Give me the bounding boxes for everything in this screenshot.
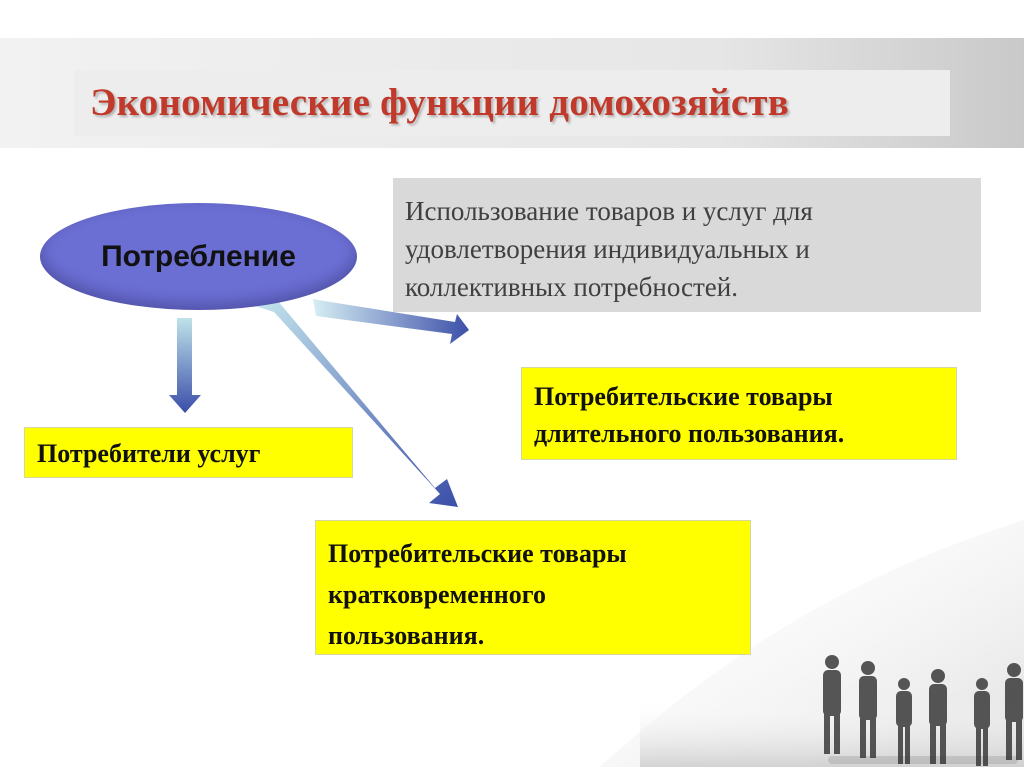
definition-box bbox=[393, 178, 981, 312]
service-consumers-box: Потребители услуг bbox=[24, 427, 353, 478]
slide-title: Экономические функции домохозяйств bbox=[90, 81, 790, 124]
consumption-node bbox=[40, 203, 357, 310]
definition-text: Использование товаров и услуг для удовлетворения индивидуальных и коллективных потребностей. bbox=[405, 196, 813, 302]
arrow-down bbox=[169, 318, 201, 413]
durable-goods-box: Потребительские товары длительного пользования. bbox=[521, 367, 957, 460]
consumption-label: Потребление bbox=[101, 239, 296, 273]
short-term-goods-box: Потребительские товары кратковременного пользования. bbox=[315, 520, 751, 655]
